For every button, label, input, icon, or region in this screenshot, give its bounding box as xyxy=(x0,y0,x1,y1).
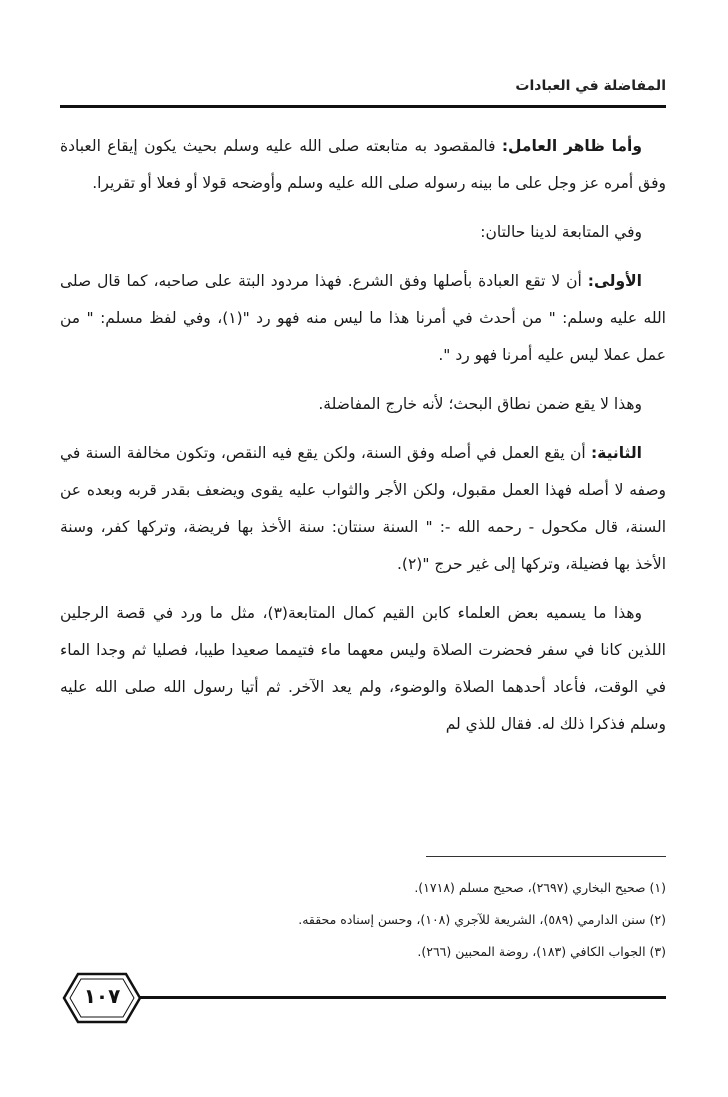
page-footer xyxy=(60,970,666,1026)
footnote-separator xyxy=(426,856,666,857)
paragraph-lead: الأولى: xyxy=(587,272,642,290)
footnote: (١) صحيح البخاري (٢٦٩٧)، صحيح مسلم (١٧١٨). xyxy=(414,880,666,895)
header-title: المفاضلة في العبادات xyxy=(515,78,666,94)
footnote: (٣) الجواب الكافي (١٨٣)، روضة المحبين (٢٦٦). xyxy=(417,944,666,959)
paragraph xyxy=(60,386,666,423)
paragraph-lead: وأما ظاهر العامل: xyxy=(501,137,642,155)
running-header xyxy=(60,74,666,110)
paragraph xyxy=(60,214,666,251)
main-text xyxy=(60,128,666,755)
paragraph-lead: الثانية: xyxy=(590,444,642,462)
footnote: (٢) سنن الدارمي (٥٨٩)، الشريعة للآجري (١٠٨)، وحسن إسناده محققه. xyxy=(298,912,666,927)
paragraph xyxy=(60,128,666,202)
footnotes xyxy=(60,872,666,968)
paragraph-text: أن يقع العمل في أصله وفق السنة، ولكن يقع فيه النقص، وتكون مخالفة السنة في وصفه لا أصله فهذا العمل مقبول، ولكن الأجر والثواب عليه يقوى ويضعف بقدر قربه وبعده عن السنة، قال مكحول - رحمه الله -: " السنة سنتان: سنة الأخذ بها فريضة، وتركها كفر، وسنة الأخذ بها فضيلة، وتركها إلى غير حرج "(٢). xyxy=(60,444,666,573)
page-number: ١٠٧ xyxy=(83,984,121,1008)
page-number-badge xyxy=(60,970,144,1026)
paragraph xyxy=(60,263,666,374)
header-rule xyxy=(60,105,666,108)
paragraph-text: وهذا ما يسميه بعض العلماء كابن القيم كمال المتابعة(٣)، مثل ما ورد في قصة الرجلين اللذين كانا في سفر فحضرت الصلاة وليس معهما ماء فتيمما صعيدا طيبا، فصليا ثم وجدا الماء في الوقت، فأعاد أحدهما الصلاة والوضوء، ولم يعد الآخر. ثم أتيا رسول الله صلى الله عليه وسلم فذكرا ذلك له. فقال للذي لم xyxy=(60,604,666,733)
paragraph-text: فالمقصود به متابعته صلى الله عليه وسلم بحيث يكون إيقاع العبادة وفق أمره عز وجل على ما بينه رسوله صلى الله عليه وسلم وأوضحه قولا أو فعلا أو تقريرا. xyxy=(60,137,666,192)
paragraph-text: وهذا لا يقع ضمن نطاق البحث؛ لأنه خارج المفاضلة. xyxy=(318,395,642,413)
paragraph xyxy=(60,595,666,743)
paragraph xyxy=(60,435,666,583)
paragraph-text: وفي المتابعة لدينا حالتان: xyxy=(480,223,642,241)
footer-rule xyxy=(120,996,666,999)
paragraph-text: أن لا تقع العبادة بأصلها وفق الشرع. فهذا مردود البتة على صاحبه، كما قال صلى الله عليه وسلم: " من أحدث في أمرنا هذا ما ليس منه فهو رد "(١)، وفي لفظ مسلم: " من عمل عملا ليس عليه أمرنا فهو رد ". xyxy=(60,272,666,364)
